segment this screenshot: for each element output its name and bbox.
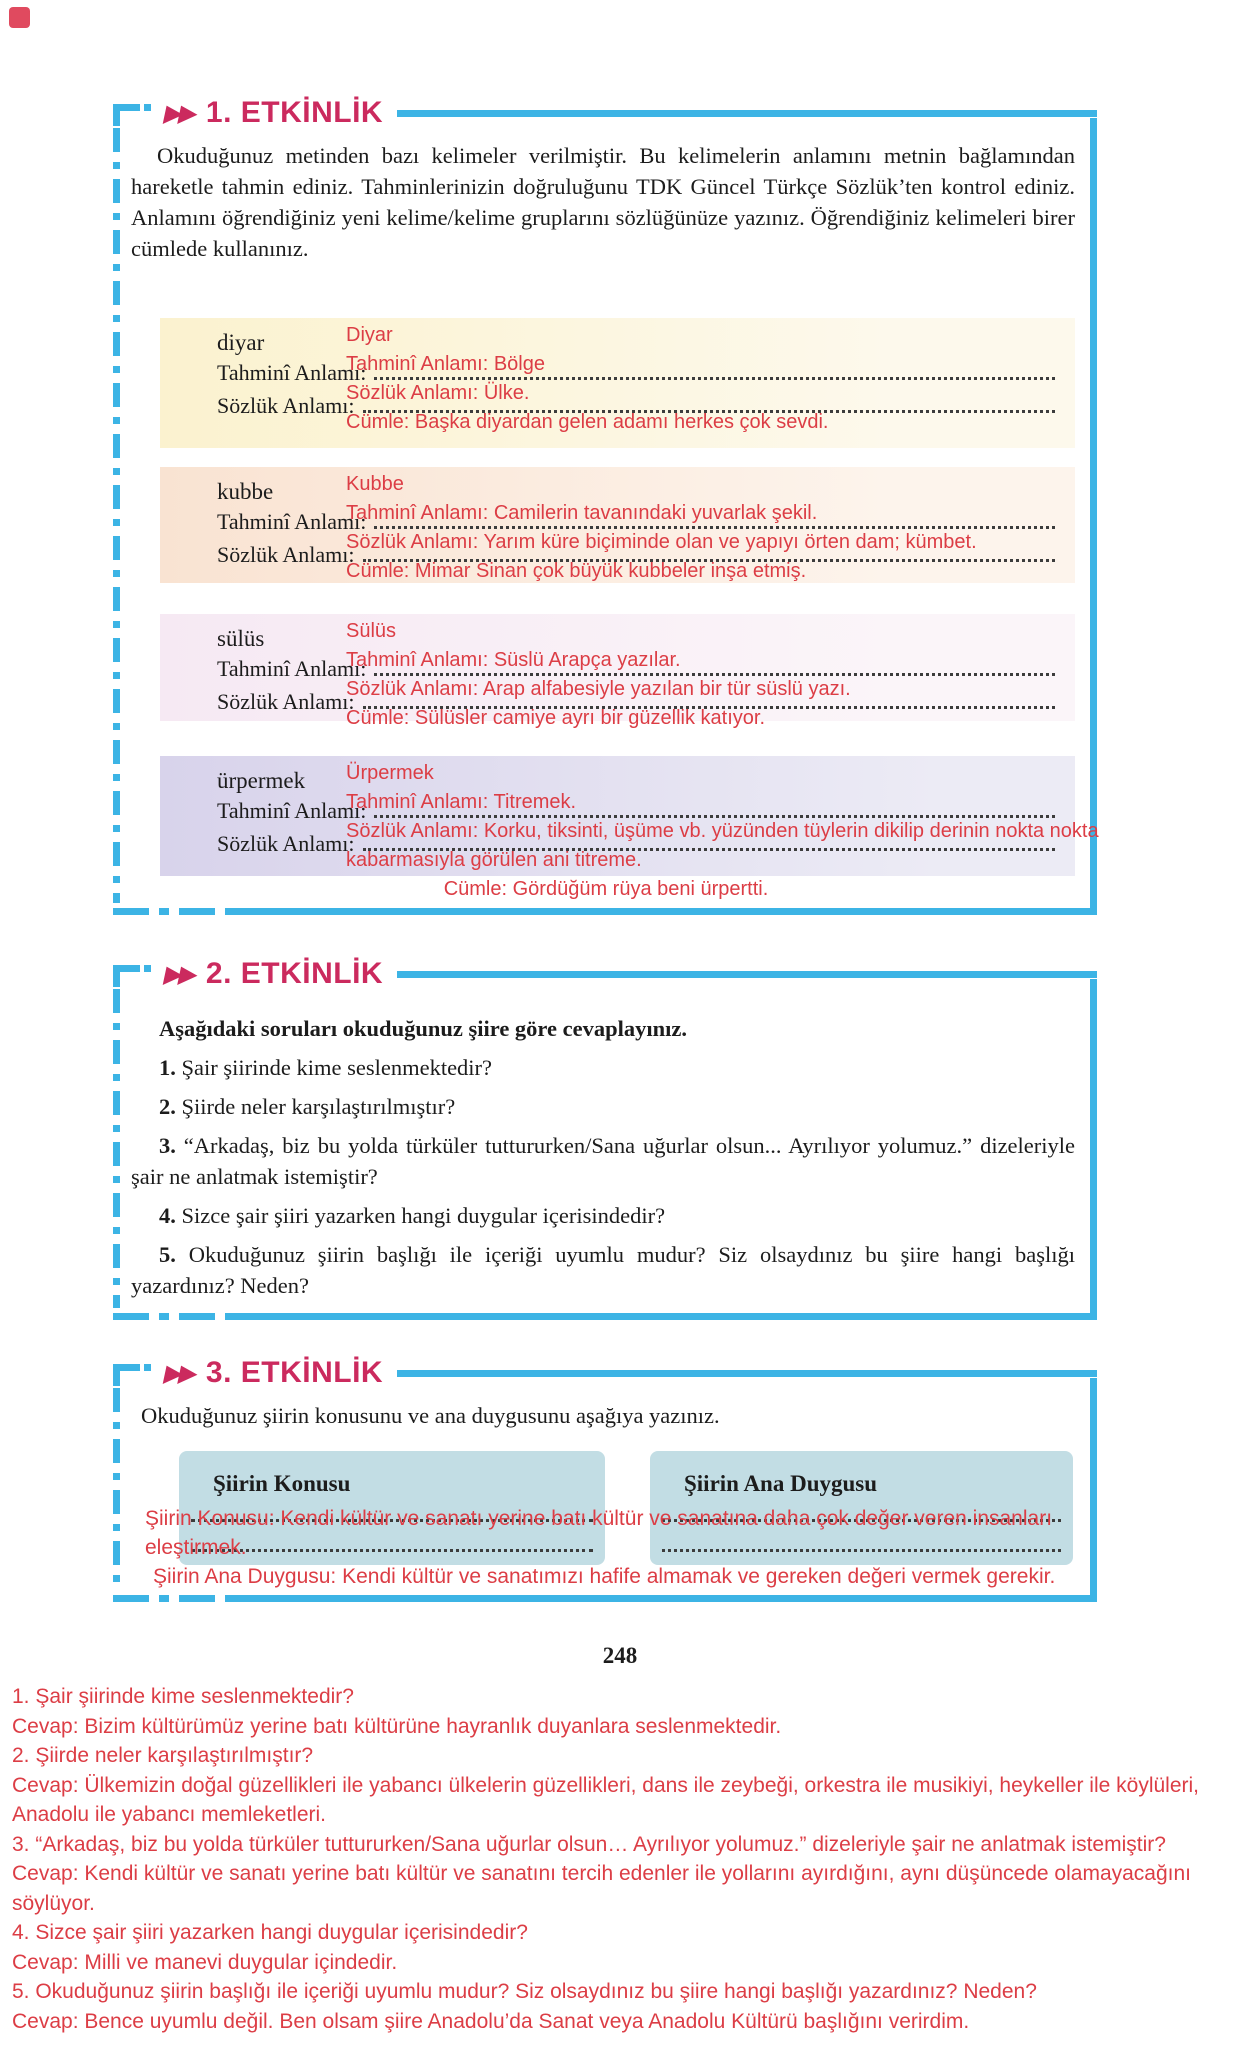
handwritten-annotation: Şiirin Ana Duygusu: Kendi kültür ve sanatımızı hafife almamak ve gereken değeri vermek gerekir. xyxy=(153,1565,1056,1588)
dashed-left-border xyxy=(113,1388,120,1590)
activity-1-title: 1. ETKİNLİK xyxy=(205,96,384,129)
handwritten-annotation: Diyar Tahminî Anlamı: Bölge Sözlük Anlamı: Ülke. Cümle: Başka diyardan gelen adamı herkes çok sevdi. xyxy=(346,324,829,433)
header-rule xyxy=(397,110,1097,117)
header-rule xyxy=(397,1370,1097,1377)
poem-mood-title: Şiirin Ana Duygusu xyxy=(684,1471,878,1496)
handwritten-annotation: Ürpermek Tahminî Anlamı: Titremek. Sözlük Anlamı: Korku, tiksinti, üşüme vb. yüzünden tüylerin dikilip derinin nokta nokta kabarmasıyla görülen ani titreme. Cümle: Gördüğüm rüya beni ürpertti. xyxy=(346,762,1099,900)
activity-2 xyxy=(113,953,1097,1320)
guess-label: Tahminî Anlamı: xyxy=(217,509,367,534)
answer-line: 5. Okuduğunuz şiirin başlığı ile içeriği uyumlu mudur? Siz olsaydınız bu şiire hangi başlığı yazardınız? Neden? xyxy=(12,1980,1037,2003)
dictionary-label: Sözlük Anlamı: xyxy=(217,689,355,714)
guess-label: Tahminî Anlamı: xyxy=(217,656,367,681)
answer-line: 4. Sizce şair şiiri yazarken hangi duygular içerisindedir? xyxy=(12,1921,528,1944)
handwritten-answers-block xyxy=(12,1682,1234,2036)
activity-1 xyxy=(113,92,1097,915)
bottom-border xyxy=(225,908,1097,915)
activity-2-title: 2. ETKİNLİK xyxy=(205,957,384,990)
dotted-answer-line xyxy=(191,1549,593,1552)
word-label: diyar xyxy=(217,330,265,355)
word-label: kubbe xyxy=(217,479,274,504)
word-label: sülüs xyxy=(217,626,265,651)
dictionary-label: Sözlük Anlamı: xyxy=(217,831,355,856)
activity-3-header xyxy=(113,1352,1097,1394)
scan-artifact xyxy=(9,7,30,28)
right-border xyxy=(1090,1378,1097,1602)
answer-line: Cevap: Kendi kültür ve sanatı yerine batı kültür ve sanatını tercih edenler ile yollarını ayırdığını, aynı düşüncede olamayacağını söylüyor. xyxy=(12,1862,1192,1915)
header-rule xyxy=(397,971,1097,978)
handwritten-annotation: Şiirin Konusu: Kendi kültür ve sanatı yerine batı kültür ve sanatına daha çok değer veren insanları xyxy=(145,1507,1053,1530)
dotted-answer-line xyxy=(662,1549,1061,1552)
answer-line: 2. Şiirde neler karşılaştırılmıştır? xyxy=(12,1744,314,1767)
bottom-border xyxy=(225,1313,1097,1320)
answer-line: Cevap: Milli ve manevi duygular içindedir. xyxy=(12,1950,398,1974)
answer-line: 1. Şair şiirinde kime seslenmektedir? xyxy=(12,1685,354,1708)
dictionary-label: Sözlük Anlamı: xyxy=(217,393,355,418)
guess-label: Tahminî Anlamı: xyxy=(217,798,367,823)
answer-line: 3. “Arkadaş, biz bu yolda türküler tuttururken/Sana uğurlar olsun… Ayrılıyor yolumuz.” dizeleriyle şair ne anlatmak istemiştir? xyxy=(12,1832,1166,1856)
activity-3-title: 3. ETKİNLİK xyxy=(205,1356,384,1389)
word-box-sulus xyxy=(160,614,1075,729)
word-box-urpermek xyxy=(160,756,1099,900)
double-arrow-icon: ▶▶ xyxy=(162,960,197,988)
activity-3 xyxy=(113,1352,1097,1602)
handwritten-annotation: Sülüs Tahminî Anlamı: Süslü Arapça yazılar. Sözlük Anlamı: Arap alfabesiyle yazılan bir tür süslü yazı. Cümle: Sülüsler camiye ayrı bir güzellik katıyor. xyxy=(346,620,851,729)
double-arrow-icon: ▶▶ xyxy=(162,99,197,127)
poem-topic-title: Şiirin Konusu xyxy=(213,1471,351,1496)
handwritten-annotation: Kubbe Tahminî Anlamı: Camilerin tavanındaki yuvarlak şekil. Sözlük Anlamı: Yarım küre biçiminde olan ve yapıyı örten dam; kümbet. Cümle: Mimar Sinan çok büyük kubbeler inşa etmiş. xyxy=(346,473,977,582)
word-box-kubbe xyxy=(160,467,1075,583)
activity-2-header xyxy=(113,953,1097,995)
dashed-left-border xyxy=(113,989,120,1308)
double-arrow-icon: ▶▶ xyxy=(162,1359,197,1387)
activity-1-instruction: Okuduğunuz metinden bazı kelimeler verilmiştir. Bu kelimelerin anlamını metnin bağlamından hareketle tahmin ediniz. Tahminlerinizin doğruluğunu TDK Güncel Türkçe Sözlük’ten kontrol ediniz. Anlamını öğrendiğiniz yeni kelime/kelime gruplarını sözlüğünüze yazınız. Öğrendiğiniz kelimeleri birer cümlede kullanınız. xyxy=(131,143,1075,261)
guess-label: Tahminî Anlamı: xyxy=(217,360,367,385)
question-5: 5. Okuduğunuz şiirin başlığı ile içeriği uyumlu mudur? Siz olsaydınız bu şiire hangi başlığı yazardınız? Neden? xyxy=(131,1242,1075,1298)
word-box-diyar xyxy=(160,318,1075,448)
answer-line: Cevap: Ülkemizin doğal güzellikleri ile yabancı ülkelerin güzellikleri, dans ile zeybeği, orkestra ile musikiyi, heykeller ile köylüleri, Anadolu ile yabancı memleketleri. xyxy=(12,1773,1200,1826)
question-4: 4. Sizce şair şiiri yazarken hangi duygular içerisindedir? xyxy=(159,1203,666,1228)
activity-3-instruction: Okuduğunuz şiirin konusunu ve ana duygusunu aşağıya yazınız. xyxy=(141,1403,720,1428)
bottom-border xyxy=(225,1595,1097,1602)
question-3: 3. “Arkadaş, biz bu yolda türküler tuttururken/Sana uğurlar olsun... Ayrılıyor yolumuz.” dizeleriyle şair ne anlatmak istemiştir? xyxy=(131,1133,1076,1189)
dictionary-label: Sözlük Anlamı: xyxy=(217,542,355,567)
activity-2-instruction: Aşağıdaki soruları okuduğunuz şiire göre cevaplayınız. xyxy=(159,1016,687,1041)
page-number: 248 xyxy=(602,1643,638,1668)
right-border xyxy=(1090,979,1097,1320)
question-2: 2. Şiirde neler karşılaştırılmıştır? xyxy=(159,1094,456,1119)
dashed-left-border xyxy=(113,128,120,903)
handwritten-annotation: eleştirmek. xyxy=(145,1536,247,1559)
activity-1-header xyxy=(113,92,1097,134)
answer-line: Cevap: Bence uyumlu değil. Ben olsam şiire Anadolu’da Sanat veya Anadolu Kültürü başlığını verirdim. xyxy=(12,2009,970,2033)
question-1: 1. Şair şiirinde kime seslenmektedir? xyxy=(159,1055,493,1080)
word-label: ürpermek xyxy=(217,768,306,793)
answer-line: Cevap: Bizim kültürümüz yerine batı kültürüne hayranlık duyanlara seslenmektedir. xyxy=(12,1714,782,1738)
